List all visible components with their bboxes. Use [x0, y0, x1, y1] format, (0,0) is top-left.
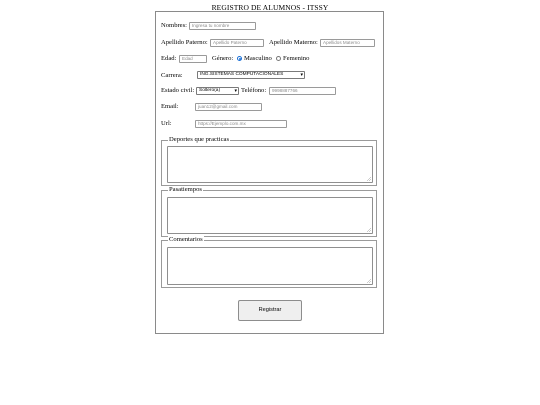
genero-masculino-radio[interactable] [237, 56, 242, 61]
telefono-input[interactable]: 9998887766 [269, 87, 336, 95]
comentarios-legend: Comentarios [169, 236, 203, 243]
resize-grip-icon[interactable] [367, 279, 371, 283]
url-label: Url: [161, 120, 172, 127]
carrera-label: Carrera: [161, 72, 183, 79]
page-title: REGISTRO DE ALUMNOS - ITSSY [211, 3, 329, 12]
estado-civil-select[interactable] [196, 87, 239, 95]
estado-civil-selected-value: Soltero(a) [199, 88, 221, 93]
deportes-fieldset [161, 136, 377, 186]
apellido-paterno-input[interactable]: Apellido Paterno [210, 39, 264, 47]
resize-grip-icon[interactable] [367, 177, 371, 181]
pasatiempos-fieldset [161, 186, 377, 237]
genero-masculino-label: Masculino [244, 55, 272, 62]
genero-femenino-label: Femenino [283, 55, 310, 62]
deportes-textarea[interactable] [167, 146, 373, 183]
apellido-paterno-label: Apellido Paterno: [161, 39, 208, 46]
estado-civil-label: Estado civil: [161, 87, 195, 94]
nombres-input[interactable]: Ingresa tu nombre [189, 22, 256, 30]
comentarios-fieldset [161, 236, 377, 288]
genero-femenino-radio[interactable] [276, 56, 281, 61]
deportes-legend: Deportes que practicas [169, 136, 230, 143]
telefono-label: Teléfono: [241, 87, 267, 94]
url-input[interactable]: https://Ejemplo.com.mx [195, 120, 287, 128]
nombres-label: Nombres: [161, 22, 188, 29]
pasatiempos-textarea[interactable] [167, 197, 373, 234]
carrera-select[interactable] [197, 71, 305, 79]
genero-label: Género: [212, 55, 234, 62]
pasatiempos-legend: Pasatiempos [169, 186, 202, 193]
apellido-materno-input[interactable]: Apellidos Materno [320, 39, 375, 47]
resize-grip-icon[interactable] [367, 228, 371, 232]
chevron-down-icon: ▾ [234, 88, 237, 94]
comentarios-textarea[interactable] [167, 247, 373, 285]
edad-label: Edad: [161, 55, 177, 62]
apellido-materno-label: Apellido Materno: [269, 39, 318, 46]
email-input[interactable]: juan12@gmail.com [195, 103, 262, 111]
registrar-button[interactable]: Registrar [238, 300, 302, 321]
edad-input[interactable]: Edad [179, 55, 207, 63]
carrera-selected-value: ING.SISTEMAS COMPUTACIONALES [200, 72, 284, 77]
email-label: Email: [161, 103, 179, 110]
chevron-down-icon: ▾ [300, 72, 303, 78]
